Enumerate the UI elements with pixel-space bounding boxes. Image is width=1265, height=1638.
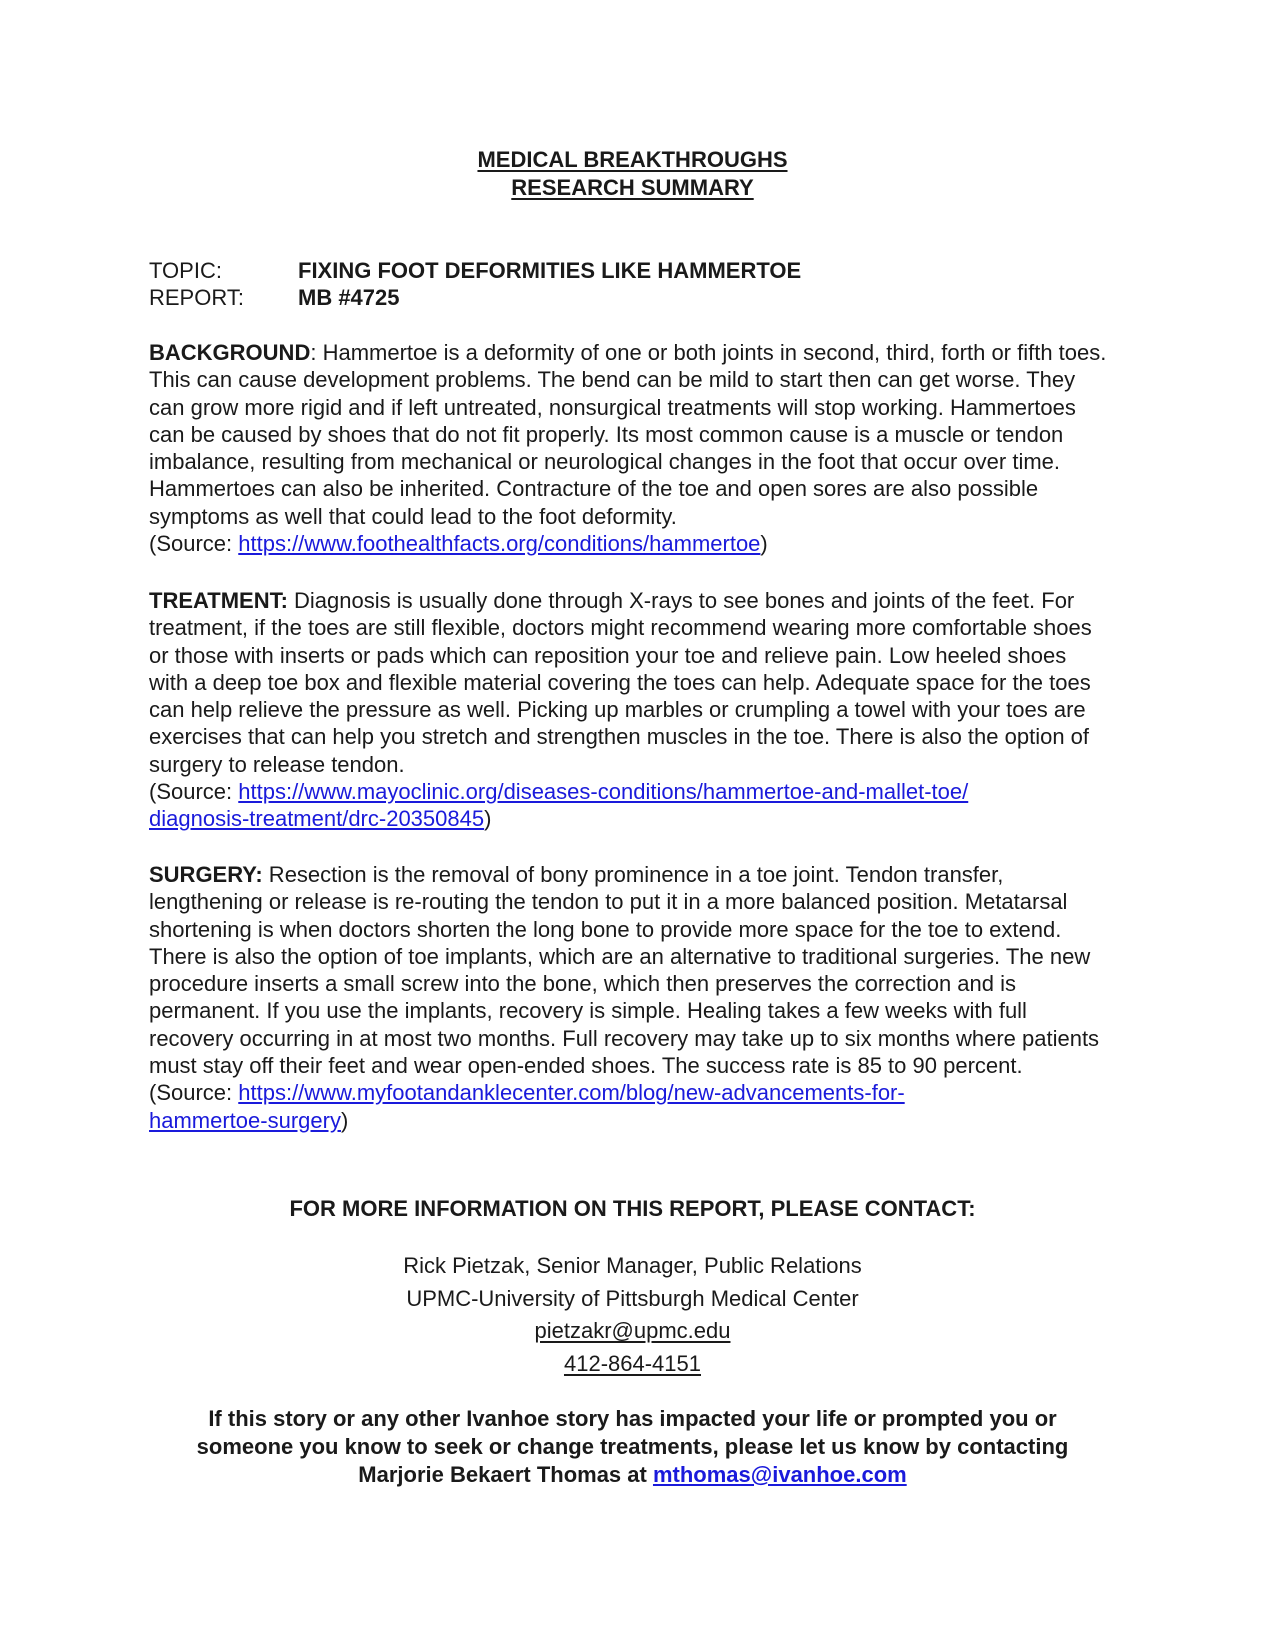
mayoclinic-link-line1[interactable]: https://www.mayoclinic.org/diseases-conditions/hammertoe-and-mallet-toe/ — [238, 779, 969, 805]
contact-name-title: Rick Pietzak, Senior Manager, Public Relations — [403, 1253, 862, 1278]
background-paragraph — [149, 339, 1109, 530]
ivanhoe-contact-name: Marjorie Bekaert Thomas at — [358, 1462, 653, 1487]
contact-heading: FOR MORE INFORMATION ON THIS REPORT, PLEASE CONTACT: — [289, 1196, 976, 1221]
document-title — [0, 146, 1265, 202]
source-prefix: (Source: — [149, 531, 239, 557]
myfootandanklecenter-link-line2[interactable]: hammertoe-surgery — [149, 1107, 341, 1133]
surgery-text: Resection is the removal of bony prominence in a toe joint. Tendon transfer, lengthening or release is re-routing the tendon to put it in a more balanced position. Metatarsal shortening is when doctors shorten the long bone to provide more space for the toe to extend. There is also the option of toe implants, which are an alternative to traditional surgeries. The new procedure inserts a small screw into the bone, which then preserves the correction and is permanent. If you use the implants, recovery is simple. Healing takes a few weeks with full recovery occurring in at most two months. Full recovery may take up to six months where patients must stay off their feet and wear open-ended shoes. The success rate is 85 to 90 percent. — [149, 862, 1100, 1079]
mayoclinic-link-line2[interactable]: diagnosis-treatment/drc-20350845 — [149, 806, 485, 832]
contact-block — [0, 1250, 1265, 1380]
foothealthfacts-link[interactable]: https://www.foothealthfacts.org/conditions/hammertoe — [238, 531, 761, 557]
ivanhoe-email-link[interactable]: mthomas@ivanhoe.com — [652, 1462, 907, 1487]
report-row — [149, 284, 801, 311]
contact-email-link[interactable]: pietzakr@upmc.edu — [534, 1318, 731, 1343]
background-heading: BACKGROUND — [149, 340, 311, 365]
source-suffix: ) — [340, 1107, 349, 1133]
source-prefix: (Source: — [149, 779, 239, 805]
topic-label: TOPIC: — [149, 258, 222, 283]
surgery-source — [149, 1079, 1109, 1134]
topic-value: FIXING FOOT DEFORMITIES LIKE HAMMERTOE — [298, 258, 802, 283]
ivanhoe-line-1: If this story or any other Ivanhoe story has impacted your life or prompted you or — [208, 1406, 1057, 1431]
source-prefix: (Source: — [149, 1080, 239, 1106]
background-heading-colon: : — [310, 340, 317, 365]
contact-organization: UPMC-University of Pittsburgh Medical Center — [406, 1285, 859, 1311]
treatment-heading: TREATMENT: — [149, 588, 288, 613]
report-value: MB #4725 — [298, 285, 400, 310]
surgery-section — [149, 861, 1109, 1134]
background-text: Hammertoe is a deformity of one or both joints in second, third, forth or fifth toes. This can cause development problems. The bend can be mild to start then can get worse. They can grow more rigid and if left untreated, nonsurgical treatments will stop working. Hammertoes can be caused by shoes that do not fit properly. Its most common cause is a muscle or tendon imbalance, resulting from mechanical or neurological changes in the foot that occur over time. Hammertoes can also be inherited. Contracture of the toe and open sores are also possible symptoms as well that could lead to the foot deformity. — [149, 340, 1107, 529]
treatment-section — [149, 587, 1109, 833]
treatment-text: Diagnosis is usually done through X-rays to see bones and joints of the feet. For treatment, if the toes are still flexible, doctors might recommend wearing more comfortable shoes or those with inserts or pads which can reposition your toe and relieve pain. Low heeled shoes with a deep toe box and flexible material covering the toes can help. Adequate space for the toes can help relieve the pressure as well. Picking up marbles or crumpling a towel with your toes are exercises that can help you stretch and strengthen muscles in the toe. There is also the option of surgery to release tendon. — [149, 588, 1092, 777]
ivanhoe-line-2: someone you know to seek or change treatments, please let us know by contacting — [196, 1434, 1069, 1459]
title-line-2: RESEARCH SUMMARY — [511, 175, 754, 200]
report-meta — [149, 257, 801, 311]
title-line-1: MEDICAL BREAKTHROUGHS — [477, 147, 788, 172]
surgery-heading: SURGERY: — [149, 862, 263, 887]
treatment-source — [149, 778, 1109, 833]
source-suffix: ) — [760, 531, 768, 557]
source-suffix: ) — [484, 806, 492, 832]
background-source — [149, 530, 1109, 557]
topic-row — [149, 257, 801, 284]
ivanhoe-notice — [150, 1405, 1115, 1489]
background-section — [149, 339, 1109, 557]
surgery-paragraph — [149, 861, 1109, 1079]
myfootandanklecenter-link-line1[interactable]: https://www.myfootandanklecenter.com/blog/new-advancements-for- — [238, 1080, 905, 1106]
ivanhoe-line-3 — [150, 1461, 1115, 1489]
treatment-paragraph — [149, 587, 1109, 778]
report-label: REPORT: — [149, 285, 244, 310]
contact-phone-link[interactable]: 412-864-4151 — [563, 1350, 701, 1376]
